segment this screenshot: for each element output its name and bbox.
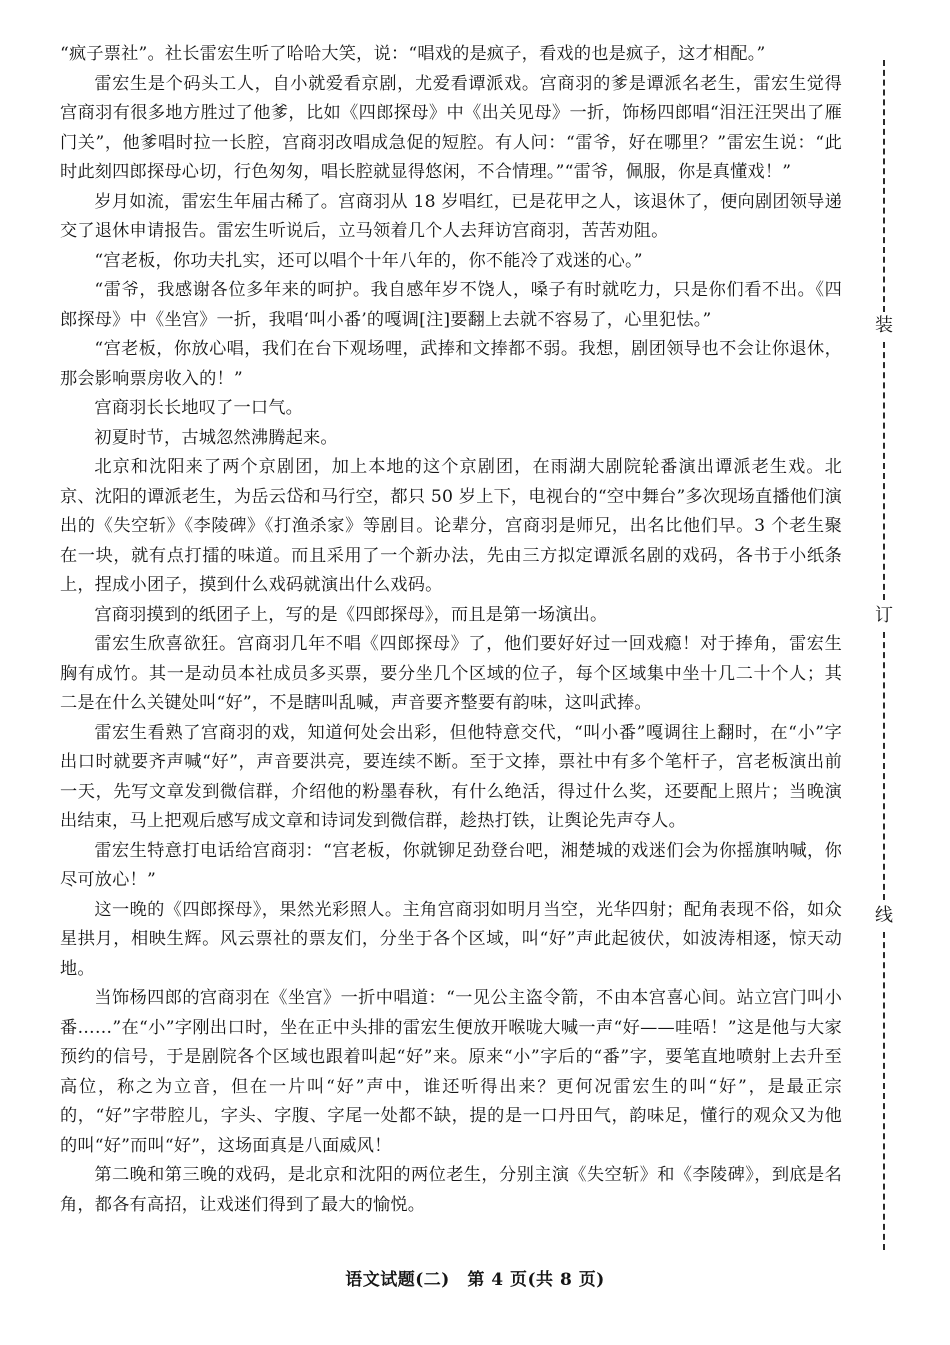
binding-dash-line	[883, 632, 885, 900]
binding-char-ding: 订	[872, 604, 896, 628]
paragraph: “宫老板，你放心唱，我们在台下观场哩，武捧和文捧都不弱。我想，剧团领导也不会让你退休，那会影响票房收入的！”	[60, 339, 842, 389]
paragraph: 初夏时节，古城忽然沸腾起来。	[94, 427, 338, 448]
binding-char-xian: 线	[872, 904, 896, 928]
binding-char-zhuang: 装	[872, 314, 896, 338]
paragraph: 当饰杨四郎的宫商羽在《坐宫》一折中唱道：“一见公主盗令箭，不由本宫喜心间。站立宫门叫小番……”在“小”字刚出口时，坐在正中头排的雷宏生便放开喉咙大喊一声“好——哇唔！”这是他与大家预约的信号，于是剧院各个区域也跟着叫起“好”来。原来“小”字后的“番”字，要笔直地喷射上去升至高位，称之为立音，但在一片叫“好”声中，谁还听得出来？更何况雷宏生的叫“好”，是最正宗的，“好”字带腔儿，字头、字腹、字尾一处都不缺，提的是一口丹田气，韵味足，懂行的观众又为他的叫“好”而叫“好”，这场面真是八面威风！	[60, 988, 842, 1156]
paragraph: 岁月如流，雷宏生年届古稀了。宫商羽从 18 岁唱红，已是花甲之人，该退休了，便向剧团领导递交了退休申请报告。雷宏生听说后，立马领着几个人去拜访宫商羽，苦苦劝阻。	[60, 191, 842, 241]
paragraph: 雷宏生看熟了宫商羽的戏，知道何处会出彩，但他特意交代，“叫小番”嘎调往上翻时，在“小”字出口时就要齐声喊“好”，声音要洪亮，要连续不断。至于文捧，票社中有多个笔杆子，宫老板演出前一天，先写文章发到微信群，介绍他的粉墨春秋，有什么绝活，得过什么奖，还要配上照片；当晚演出结束，马上把观后感写成文章和诗词发到微信群，趁热打铁，让舆论先声夺人。	[60, 722, 842, 831]
binding-dash-line	[883, 342, 885, 600]
paragraph: 宫商羽摸到的纸团子上，写的是《四郎探母》，而且是第一场演出。	[94, 604, 608, 625]
binding-dash-line	[883, 60, 885, 312]
paragraph: 雷宏生是个码头工人，自小就爱看京剧，尤爱看谭派戏。宫商羽的爹是谭派名老生，雷宏生觉得宫商羽有很多地方胜过了他爹，比如《四郎探母》中《出关见母》一折，饰杨四郎唱“泪汪汪哭出了雁门关”，他爹唱时拉一长腔，宫商羽改唱成急促的短腔。有人问：“雷爷，好在哪里？”雷宏生说：“此时此刻四郎探母心切，行色匆匆，唱长腔就显得悠闲，不合情理。”“雷爷，佩服，你是真懂戏！”	[60, 73, 842, 182]
paragraph: 宫商羽长长地叹了一口气。	[94, 398, 304, 418]
page-footer: 语文试题(二) 第 4 页(共 8 页)	[345, 1270, 605, 1290]
paragraph: 北京和沈阳来了两个京剧团，加上本地的这个京剧团，在雨湖大剧院轮番演出谭派老生戏。北京、沈阳的谭派老生，为岳云岱和马行空，都只 50 岁上下，电视台的“空中舞台”多次现场直播他们演出的《失空斩》《李陵碑》《打渔杀家》等剧目。论辈分，宫商羽是师兄，出名比他们早。3 个老生聚在一块，就有点打擂的味道。而且采用了一个新办法，先由三方拟定谭派名剧的戏码，各书于小纸条上，捏成小团子，摸到什么戏码就演出什么戏码。	[60, 457, 842, 595]
paragraph: “宫老板，你功夫扎实，还可以唱个十年八年的，你不能冷了戏迷的心。”	[94, 250, 643, 271]
article-body	[60, 40, 842, 1220]
paragraph: “雷爷，我感谢各位多年来的呵护。我自感年岁不饶人，嗓子有时就吃力，只是你们看不出。《四郎探母》中《坐宫》一折，我唱‘叫小番’的嘎调[注]要翻上去就不容易了，心里犯怯。”	[60, 280, 842, 330]
paragraph: “疯子票社”。社长雷宏生听了哈哈大笑，说：“唱戏的是疯子，看戏的也是疯子，这才相配。”	[60, 44, 766, 64]
binding-dash-line	[883, 932, 885, 1250]
binding-margin	[872, 60, 896, 1250]
paragraph: 雷宏生特意打电话给宫商羽：“宫老板，你就铆足劲登台吧，湘楚城的戏迷们会为你摇旗呐喊，你尽可放心！”	[60, 840, 842, 890]
paragraph: 这一晚的《四郎探母》，果然光彩照人。主角宫商羽如明月当空，光华四射；配角表现不俗，如众星拱月，相映生辉。风云票社的票友们，分坐于各个区域，叫“好”声此起彼伏，如波涛相逐，惊天动地。	[60, 899, 842, 979]
paragraph: 雷宏生欣喜欲狂。宫商羽几年不唱《四郎探母》了，他们要好好过一回戏瘾！对于捧角，雷宏生胸有成竹。其一是动员本社成员多买票，要分坐几个区域的位子，每个区域集中坐十几二十个人；其二是在什么关键处叫“好”，不是瞎叫乱喊，声音要齐整要有韵味，这叫武捧。	[60, 634, 842, 713]
paragraph: 第二晚和第三晚的戏码，是北京和沈阳的两位老生，分别主演《失空斩》和《李陵碑》，到底是名角，都各有高招，让戏迷们得到了最大的愉悦。	[60, 1165, 842, 1215]
